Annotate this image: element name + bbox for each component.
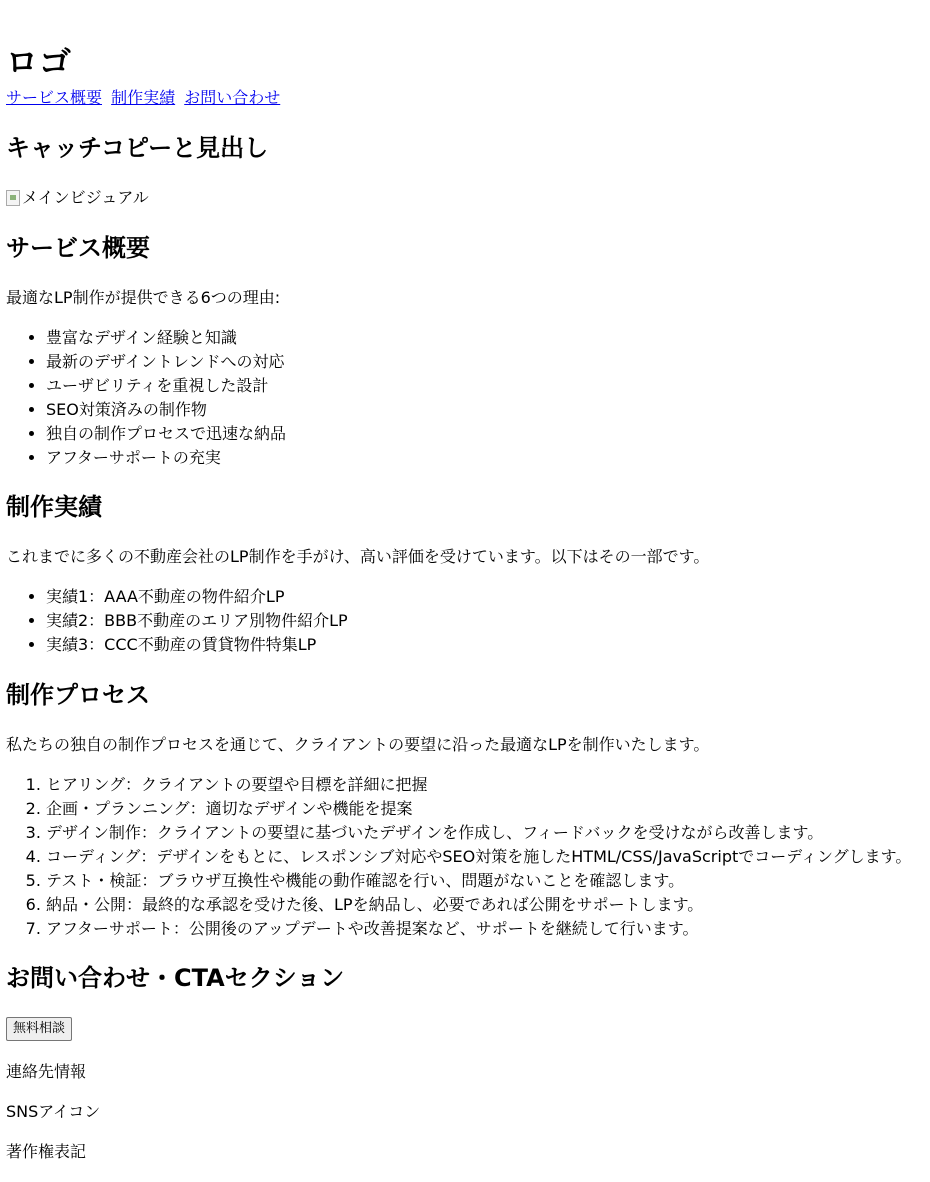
works-list bbox=[6, 585, 348, 657]
services-intro: 最適なLP制作が提供できる6つの理由: bbox=[6, 288, 281, 307]
list-item: • SEO対策済みの制作物 bbox=[46, 398, 286, 422]
list-item: 5. テスト・検証：ブラウザ互換性や機能の動作確認を行い、問題がないことを確認します。 bbox=[46, 869, 911, 893]
list-item: • 豊富なデザイン経験と知識 bbox=[46, 326, 286, 350]
main-nav bbox=[6, 86, 284, 110]
nav-link-services[interactable]: サービス概要 bbox=[6, 88, 103, 107]
main-visual-alt: メインビジュアル bbox=[22, 188, 149, 207]
hero-heading: キャッチコピーと見出し bbox=[6, 134, 269, 162]
main-visual-image bbox=[6, 186, 149, 210]
process-heading: 制作プロセス bbox=[6, 681, 150, 709]
list-item: • 実績1：AAA不動産の物件紹介LP bbox=[46, 585, 348, 609]
process-steps bbox=[6, 773, 911, 941]
list-item: 6. 納品・公開：最終的な承認を受けた後、LPを納品し、必要であれば公開をサポートします。 bbox=[46, 893, 911, 917]
list-item: • アフターサポートの充実 bbox=[46, 446, 286, 470]
broken-image-icon bbox=[6, 190, 20, 206]
list-item: 7. アフターサポート：公開後のアップデートや改善提案など、サポートを継続して行います。 bbox=[46, 917, 911, 941]
list-item: 2. 企画・プランニング：適切なデザインや機能を提案 bbox=[46, 797, 911, 821]
list-item: • 実績3：CCC不動産の賃貸物件特集LP bbox=[46, 633, 348, 657]
contact-heading: お問い合わせ・CTAセクション bbox=[6, 964, 345, 992]
list-item: • 独自の制作プロセスで迅速な納品 bbox=[46, 422, 286, 446]
logo: ロゴ bbox=[6, 43, 73, 81]
list-item: 3. デザイン制作：クライアントの要望に基づいたデザインを作成し、フィードバックを受けながら改善します。 bbox=[46, 821, 911, 845]
list-item: • ユーザビリティを重視した設計 bbox=[46, 374, 286, 398]
free-consultation-button[interactable]: 無料相談 bbox=[6, 1017, 72, 1041]
works-heading: 制作実績 bbox=[6, 493, 102, 521]
works-intro: これまでに多くの不動産会社のLP制作を手がけ、高い評価を受けています。以下はその一部です。 bbox=[6, 547, 710, 566]
list-item: • 実績2：BBB不動産のエリア別物件紹介LP bbox=[46, 609, 348, 633]
nav-link-contact[interactable]: お問い合わせ bbox=[184, 88, 281, 107]
services-heading: サービス概要 bbox=[6, 234, 150, 262]
list-item: 4. コーディング：デザインをもとに、レスポンシブ対応やSEO対策を施したHTML/CSS/JavaScriptでコーディングします。 bbox=[46, 845, 911, 869]
list-item: 1. ヒアリング：クライアントの要望や目標を詳細に把握 bbox=[46, 773, 911, 797]
list-item: • 最新のデザイントレンドへの対応 bbox=[46, 350, 286, 374]
contact-info: 連絡先情報 bbox=[6, 1062, 87, 1081]
sns-icons: SNSアイコン bbox=[6, 1102, 101, 1121]
nav-link-works[interactable]: 制作実績 bbox=[111, 88, 176, 107]
copyright: 著作権表記 bbox=[6, 1142, 87, 1161]
services-list bbox=[6, 326, 286, 470]
process-intro: 私たちの独自の制作プロセスを通じて、クライアントの要望に沿った最適なLPを制作いたします。 bbox=[6, 735, 710, 754]
